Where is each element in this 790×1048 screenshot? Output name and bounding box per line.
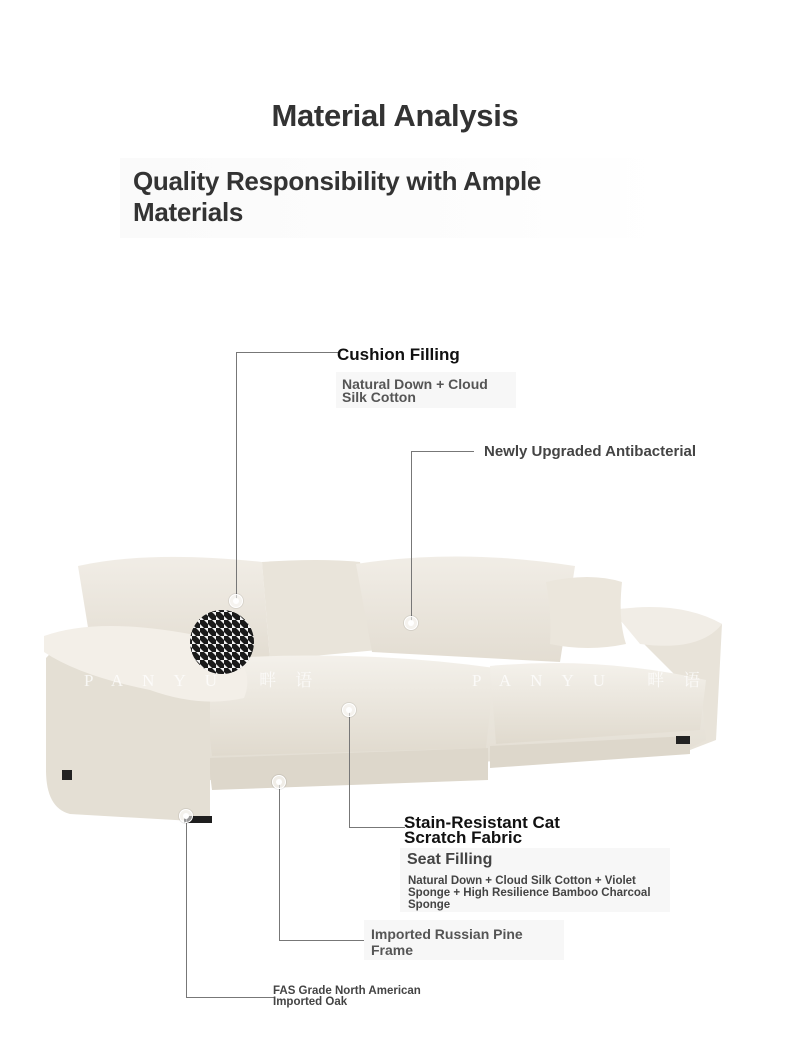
connector-line bbox=[411, 451, 474, 452]
seat-filling-title: Seat Filling bbox=[407, 851, 493, 868]
page-title: Material Analysis bbox=[271, 98, 519, 133]
hotspot-frame[interactable] bbox=[272, 775, 286, 789]
connector-line bbox=[236, 352, 237, 600]
connector-line bbox=[349, 710, 350, 827]
houndstooth-pillow bbox=[190, 610, 254, 674]
hotspot-legs[interactable] bbox=[179, 809, 193, 823]
connector-line bbox=[411, 451, 412, 623]
frame-title: Imported Russian Pine Frame bbox=[371, 926, 523, 958]
hotspot-fabric[interactable] bbox=[342, 703, 356, 717]
fabric-title: Stain-Resistant Cat Scratch Fabric bbox=[404, 813, 560, 847]
connector-line bbox=[186, 997, 274, 998]
connector-line bbox=[236, 352, 338, 353]
connector-line bbox=[279, 782, 280, 940]
legs-title: FAS Grade North American Imported Oak bbox=[273, 985, 421, 1008]
cushion-filling-title: Cushion Filling bbox=[337, 345, 460, 364]
page-subtitle: Quality Responsibility with Ample Materials bbox=[133, 166, 542, 227]
connector-line bbox=[186, 816, 187, 998]
cushion-filling-detail: Natural Down + Cloud Silk Cotton bbox=[342, 376, 488, 405]
antibacterial-title: Newly Upgraded Antibacterial bbox=[484, 443, 696, 460]
connector-line bbox=[349, 827, 405, 828]
square-pillow bbox=[546, 577, 626, 648]
hotspot-cushion[interactable] bbox=[229, 594, 243, 608]
hotspot-antibacterial[interactable] bbox=[404, 616, 418, 630]
seat-filling-detail: Natural Down + Cloud Silk Cotton + Violet Sponge + High Resilience Bamboo Charcoal Sponge bbox=[408, 875, 651, 911]
watermark-right: PANYU 畔语 bbox=[472, 671, 720, 690]
connector-line bbox=[279, 940, 371, 941]
watermark-left: PANYU 畔语 bbox=[84, 671, 332, 690]
back-cushion-right bbox=[356, 556, 575, 662]
